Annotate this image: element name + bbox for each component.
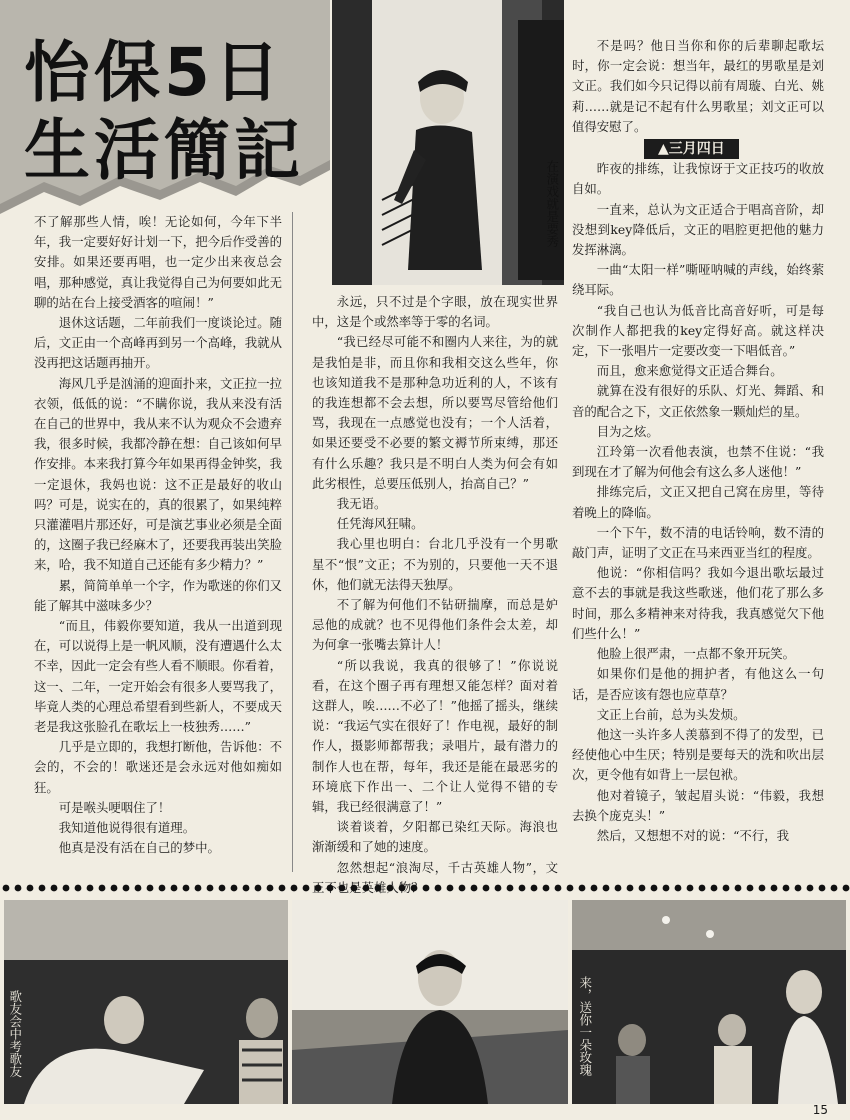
paragraph: 不了解为何他们不钻研揣摩，而总是妒忌他的成就？也不见得他们条件会太差，却为何拿一张嘴去算计人！	[312, 597, 558, 653]
headline-line-2: 生活簡記	[24, 112, 304, 189]
paragraph: 几乎是立即的，我想打断他，告诉他：不会的，不会的！歌迷还是会永远对他如痴如狂。	[34, 739, 282, 795]
paragraph: 如果你们是他的拥护者，有他这么一句话，是否应该有怨也应草草？	[572, 666, 824, 702]
paragraph: 累，简简单单一个字，作为歌迷的你们又能了解其中滋味多少？	[34, 577, 282, 613]
date-heading: ▲三月四日	[644, 139, 739, 159]
bottom-right-photo-image	[572, 900, 846, 1104]
headline-line-1: 怡保5日	[24, 34, 284, 111]
bottom-center-photo	[292, 900, 568, 1104]
paragraph: 一个下午，数不清的电话铃响，数不清的敲门声，证明了文正在马来西亚当红的程度。	[572, 524, 824, 561]
paragraph: 我知道他说得很有道理。	[58, 820, 196, 836]
paragraph: “而且，伟毅你要知道，我从一出道到现在，可以说得上是一帆风顺，没有遭遇什么太不幸，因此一定会有些人看不顺眼。你看着，这一、二年，一定开始会有很多人要骂我了，毕竟人类的心理总希望看到些新人，不要成天老是我这张脸孔在歌坛上一枝独秀……”	[34, 618, 282, 735]
paragraph: 他对着镜子，皱起眉头说：“伟毅，我想去换个庞克头！”	[572, 787, 824, 823]
paragraph: 我心里也明白：台北几乎没有一个男歌星不“恨”文正；不为别的，只要他一天不退休，他们就无法得天独厚。	[312, 536, 558, 592]
paragraph: 就算在没有很好的乐队、灯光、舞蹈、和音的配合之下，文正依然象一颗灿烂的星。	[572, 383, 824, 419]
paragraph: 而且，愈来愈觉得文正适合舞台。	[596, 363, 783, 379]
paragraph: 他真是没有活在自己的梦中。	[58, 840, 220, 856]
paragraph: 一曲“太阳一样”嘶哑呐喊的声线，始终萦绕耳际。	[572, 262, 824, 298]
paragraph: 忽然想起“浪淘尽，千古英雄人物”，文	[336, 859, 558, 875]
paragraph: 目为之炫。	[596, 423, 659, 439]
page-number: 15	[812, 1103, 828, 1117]
paragraph: 江玲第一次看他表演，也禁不住说：“我到现在才了解为何他会有这么多人迷他！”	[572, 444, 824, 480]
column-left	[34, 212, 282, 859]
paragraph: 不了解那些人情，唉！无论如何，今年下半年，我一定要好好计划一下，把今后作受善的安排。如果还要再唱，也一定少出来夜总会唱，那种感觉，真让我觉得自己为何要如此无聊的站在台上接受酒客的喧闹！”	[34, 214, 282, 310]
paragraph: 我无语。	[336, 496, 387, 512]
paragraph: 谈着谈着，夕阳都已染红天际。海浪也渐渐缓和了她的速度。	[312, 819, 558, 855]
paragraph: 昨夜的排练，让我惊讶于文正技巧的收放自如。	[572, 161, 824, 197]
paragraph: 任凭海风狂啸。	[336, 516, 424, 532]
column-right	[572, 36, 824, 846]
paragraph: 文正上台前，总为头发烦。	[596, 706, 746, 722]
paragraph: “所以我说，我真的很够了！”你说说看，在这个圈子再有理想又能怎样？面对着这群人，唉……不必了！”他摇了摇头，继续说：“我运气实在很好了！作电视，最好的制作人，摄影师都帮我；录唱片，最有潜力的制作人也在帮，每年，我还是能在最恶劣的环境底下作出一、二个让人觉得不错的专辑，我已经很满意了！”	[312, 657, 558, 815]
paragraph: 可是喉头哽咽住了！	[58, 799, 171, 815]
paragraph: “我已经尽可能不和圈内人来往，为的就是我怕是非，而且你和我相交这么些年，你也该知道我不是那种急功近利的人，不该有的我连想都不会去想，所以要骂尽管给他们骂，我现在一点感觉也没有；一个人活着，如果还要受不必要的繁文褥节所束缚，那还有什么乐趣？我只是不明白人类为何会有如此劣根性，总要压低别人，抬高自己？”	[312, 334, 558, 491]
paragraph: 然后，又想想不对的说：“不行，我	[596, 827, 789, 843]
paragraph: 他说：“你相信吗？我如今退出歌坛最过意不去的事就是我这些歌迷，他们花了那么多时间，那么多精神来对待我，我真感觉欠下他们些什么！”	[572, 565, 824, 641]
paragraph: “我自己也认为低音比高音好听，可是每次制作人都把我的key定得好高。就这样决定，下一张唱片一定要改变一下唱低音。”	[572, 302, 824, 359]
top-photo	[332, 0, 564, 285]
paragraph: 退休这话题，二年前我们一度谈论过。随后，文正由一个高峰再到另一个高峰，我就从没再把这话题再抽开。	[34, 315, 282, 371]
bottom-left-photo	[4, 900, 288, 1104]
paragraph: 一直来，总认为文正适合于唱高音阶，却没想到key降低后，文正的唱腔更把他的魅力发挥淋漓。	[572, 201, 824, 258]
dotted-divider	[0, 880, 850, 894]
top-photo-caption: 在演戏就是要秀	[544, 160, 560, 248]
paragraph: 海风几乎是汹涌的迎面扑来，文正拉一拉衣领，低低的说：“不瞒你说，我从来没有活在自己的世界中，我从来不认为观众不会遗弃我，很多时候，我都冷静在想：自己该如何早作安排。本来我打算今年如果再得金钟奖，我一定退休，我妈也说：这不正是最好的收山吗？可是，说实在的，真的很累了，如果纯粹只灌灌唱片那还好，可是演艺事业必须是全面的，这圈子我已经麻木了，还要我再装出笑脸来，哈，我不知道自己还能有多少精力？”	[34, 375, 282, 573]
bottom-right-photo	[572, 900, 846, 1104]
paragraph: 排练完后，文正又把自己窝在房里，等待着晚上的降临。	[572, 484, 824, 520]
bottom-center-photo-image	[292, 900, 568, 1104]
bottom-left-caption: 歌友会中考歌友	[7, 990, 23, 1078]
column-divider	[292, 212, 293, 872]
bottom-left-photo-image	[4, 900, 288, 1104]
paragraph: 他脸上很严肃，一点都不象开玩笑。	[596, 646, 796, 662]
paragraph: 不是吗？他日当你和你的后辈聊起歌坛时，你一定会说：想当年，最红的男歌星是刘文正。我们如今只记得以前有周璇、白光、姚莉……就是记不起有什么男歌星；刘文正可以值得安慰了。	[572, 38, 824, 134]
paragraph: 永远，只不过是个字眼，放在现实世界中，这是个或然率等于零的名词。	[312, 294, 558, 330]
headline-block	[0, 0, 330, 215]
bottom-right-caption: 来，送你一朵玫瑰	[577, 976, 593, 1076]
paragraph: 他这一头许多人羡慕到不得了的发型，已经使他心中生厌；特别是要每天的洗和吹出层次，更令他有如背上一层包袱。	[572, 726, 824, 783]
top-photo-image	[332, 0, 564, 285]
column-middle	[312, 292, 558, 898]
